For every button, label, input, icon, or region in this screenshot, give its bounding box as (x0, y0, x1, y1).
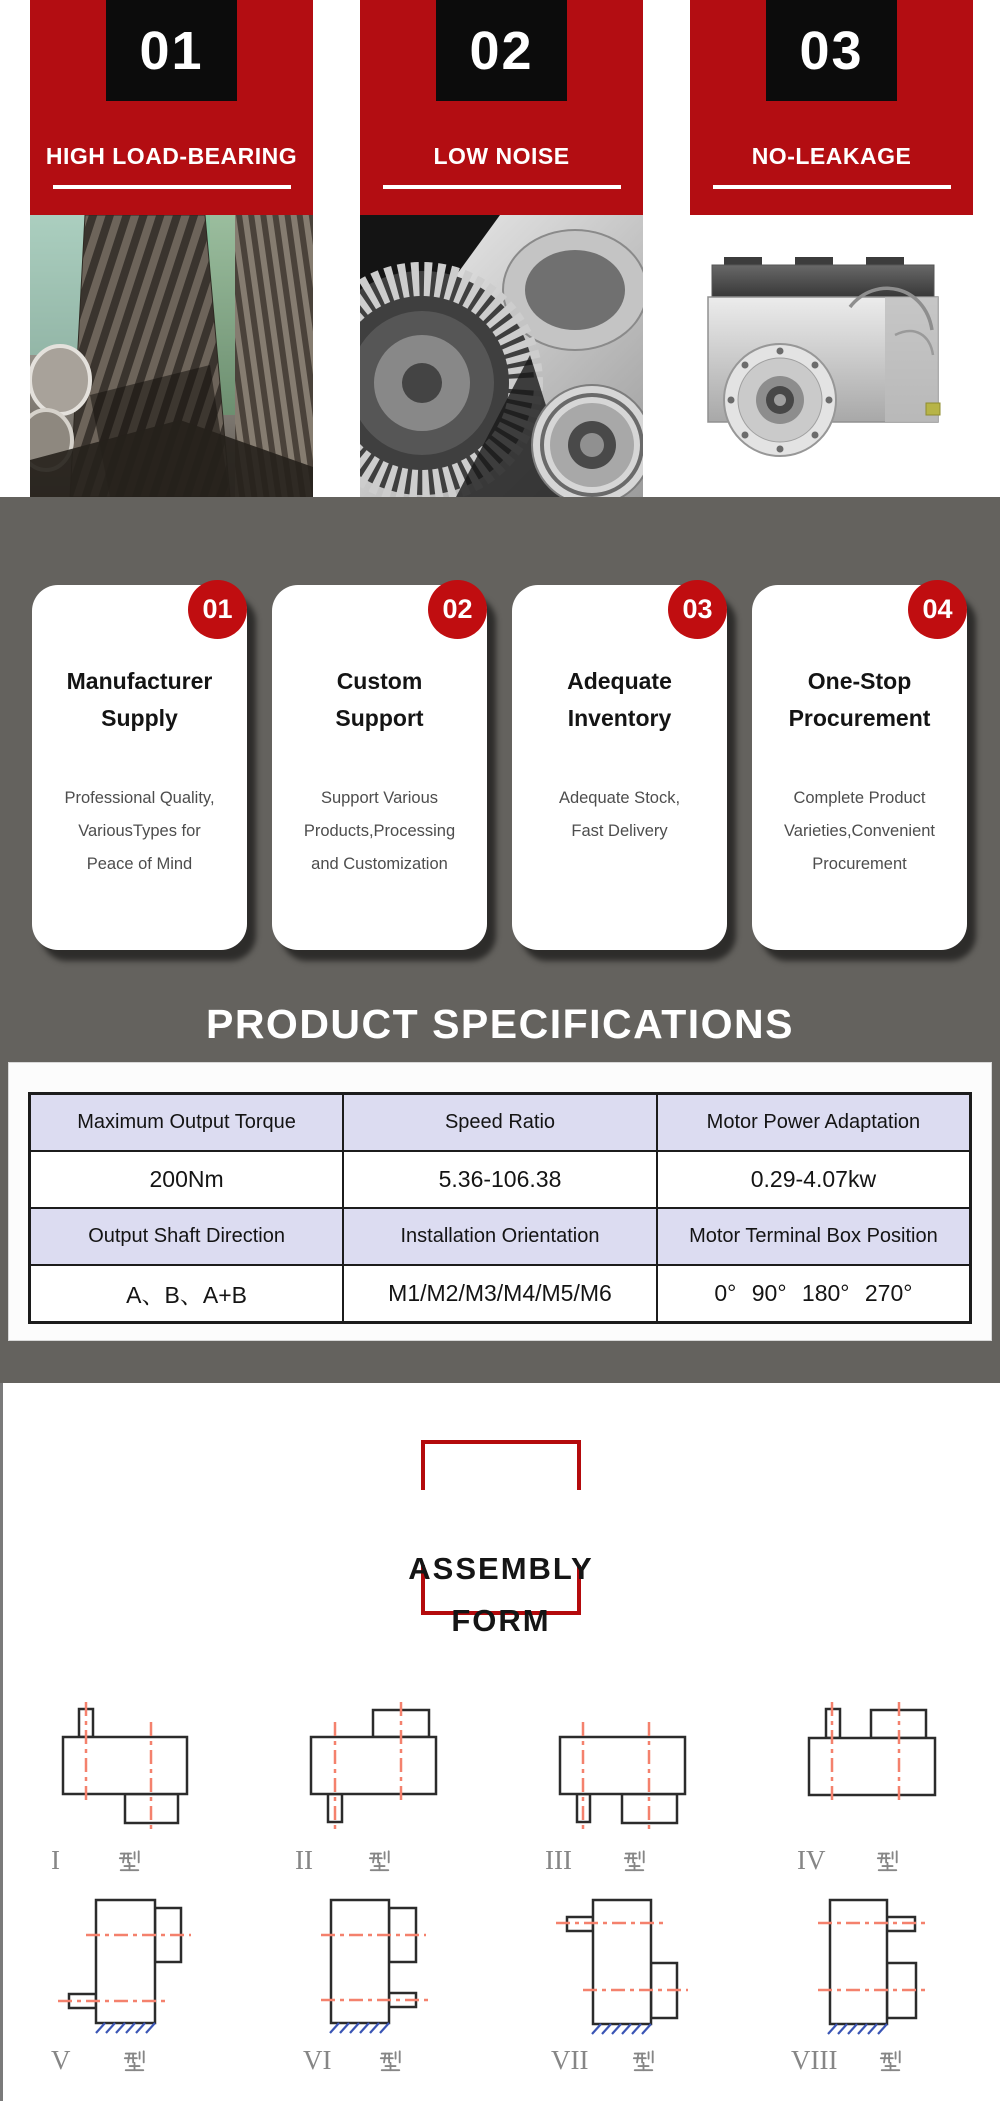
feature-label: HIGH LOAD-BEARING (45, 143, 298, 169)
spec-value-cell: 0° 90° 180° 270° (657, 1265, 971, 1323)
feature-header (360, 0, 643, 215)
feature-number-badge (106, 0, 237, 101)
diagram-label: VII (551, 2045, 691, 2076)
diagram-label: VIII (791, 2045, 936, 2076)
spec-value-cell: 200Nm (30, 1151, 344, 1208)
assembly-diagram-viii (791, 1890, 936, 2076)
spec-header-cell: Installation Orientation (343, 1208, 657, 1265)
assembly-diagram-iii (545, 1695, 690, 1876)
spec-header-cell: Motor Terminal Box Position (657, 1208, 971, 1265)
assembly-diagram-i (51, 1695, 191, 1876)
feature-section (0, 0, 1000, 497)
card-title: One-Stop Procurement (788, 668, 931, 731)
feature-label: NO-LEAKAGE (751, 143, 912, 169)
kanji-xing-icon (368, 1849, 391, 1872)
advantage-card-one-stop-procurement (752, 585, 967, 950)
feature-number: 02 (469, 20, 534, 81)
card-number-badge: 04 (908, 580, 967, 639)
spec-header-cell: Output Shaft Direction (30, 1208, 344, 1265)
feature-column-no-leakage (690, 0, 973, 497)
card-description: Adequate Stock, Fast Delivery (558, 789, 681, 840)
feature-header (30, 0, 313, 215)
gear-and-bearing-photo (360, 215, 643, 497)
diagram-label: II (295, 1845, 440, 1876)
kanji-xing-icon (623, 1849, 646, 1872)
feature-underline (53, 185, 291, 189)
feature-column-high-load (30, 0, 313, 497)
assembly-diagram-v (51, 1890, 191, 2076)
specifications-panel (8, 1062, 992, 1341)
specifications-title: PRODUCT SPECIFICATIONS (205, 1001, 795, 1047)
diagram-label: VI (303, 2045, 443, 2076)
advantage-card-custom-support (272, 585, 487, 950)
card-title: Adequate Inventory (567, 668, 672, 731)
feature-number-badge (436, 0, 567, 101)
feature-number: 03 (799, 20, 864, 81)
diagram-label: I (51, 1845, 191, 1876)
diagram-label: IV (797, 1845, 942, 1876)
feature-underline (713, 185, 951, 189)
specifications-table (28, 1092, 972, 1324)
card-description: Professional Quality, VariousTypes for Peace of Mind (64, 789, 215, 873)
assembly-diagram-ii (295, 1695, 440, 1876)
diagram-label: III (545, 1845, 690, 1876)
spec-header-row (30, 1208, 971, 1265)
assembly-title-frame (408, 1440, 594, 1638)
kanji-xing-icon (876, 1849, 899, 1872)
card-description: Support Various Products,Processing and Customization (303, 789, 456, 873)
card-title: Manufacturer Supply (66, 668, 213, 731)
assembly-form-section (0, 1383, 1000, 2101)
assembly-diagram-vii (551, 1890, 691, 2076)
helical-gear-shafts-photo (30, 215, 313, 497)
gearbox-housing-photo (690, 215, 973, 497)
kanji-xing-icon (879, 2049, 902, 2072)
card-title: Custom Support (335, 668, 424, 731)
kanji-xing-icon (379, 2049, 402, 2072)
kanji-xing-icon (118, 1849, 141, 1872)
spec-value-row (30, 1151, 971, 1208)
spec-header-row (30, 1094, 971, 1152)
card-number-badge: 03 (668, 580, 727, 639)
spec-value-cell: 5.36-106.38 (343, 1151, 657, 1208)
kanji-xing-icon (632, 2049, 655, 2072)
feature-number-badge (766, 0, 897, 101)
advantages-and-specs-section (0, 497, 1000, 1383)
feature-label: LOW NOISE (433, 143, 570, 169)
spec-value-row (30, 1265, 971, 1323)
advantage-cards (32, 585, 967, 950)
spec-header-cell: Speed Ratio (343, 1094, 657, 1152)
spec-value-cell: 0.29-4.07kw (657, 1151, 971, 1208)
assembly-diagram-vi (303, 1890, 443, 2076)
feature-number: 01 (139, 20, 204, 81)
feature-underline (383, 185, 621, 189)
spec-header-cell: Motor Power Adaptation (657, 1094, 971, 1152)
assembly-title: ASSEMBLY FORM (408, 1551, 594, 1638)
feature-column-low-noise (360, 0, 643, 497)
card-description: Complete Product Varieties,Convenient Procurement (783, 789, 936, 873)
assembly-diagram-iv (797, 1695, 942, 1876)
advantage-card-adequate-inventory (512, 585, 727, 950)
kanji-xing-icon (123, 2049, 146, 2072)
card-number-badge: 01 (188, 580, 247, 639)
spec-header-cell: Maximum Output Torque (30, 1094, 344, 1152)
spec-value-cell: A、B、A+B (30, 1265, 344, 1323)
feature-header (690, 0, 973, 215)
frame-top-bracket (421, 1440, 581, 1490)
spec-value-cell: M1/M2/M3/M4/M5/M6 (343, 1265, 657, 1323)
diagram-label: V (51, 2045, 191, 2076)
advantage-card-manufacturer-supply (32, 585, 247, 950)
card-number-badge: 02 (428, 580, 487, 639)
